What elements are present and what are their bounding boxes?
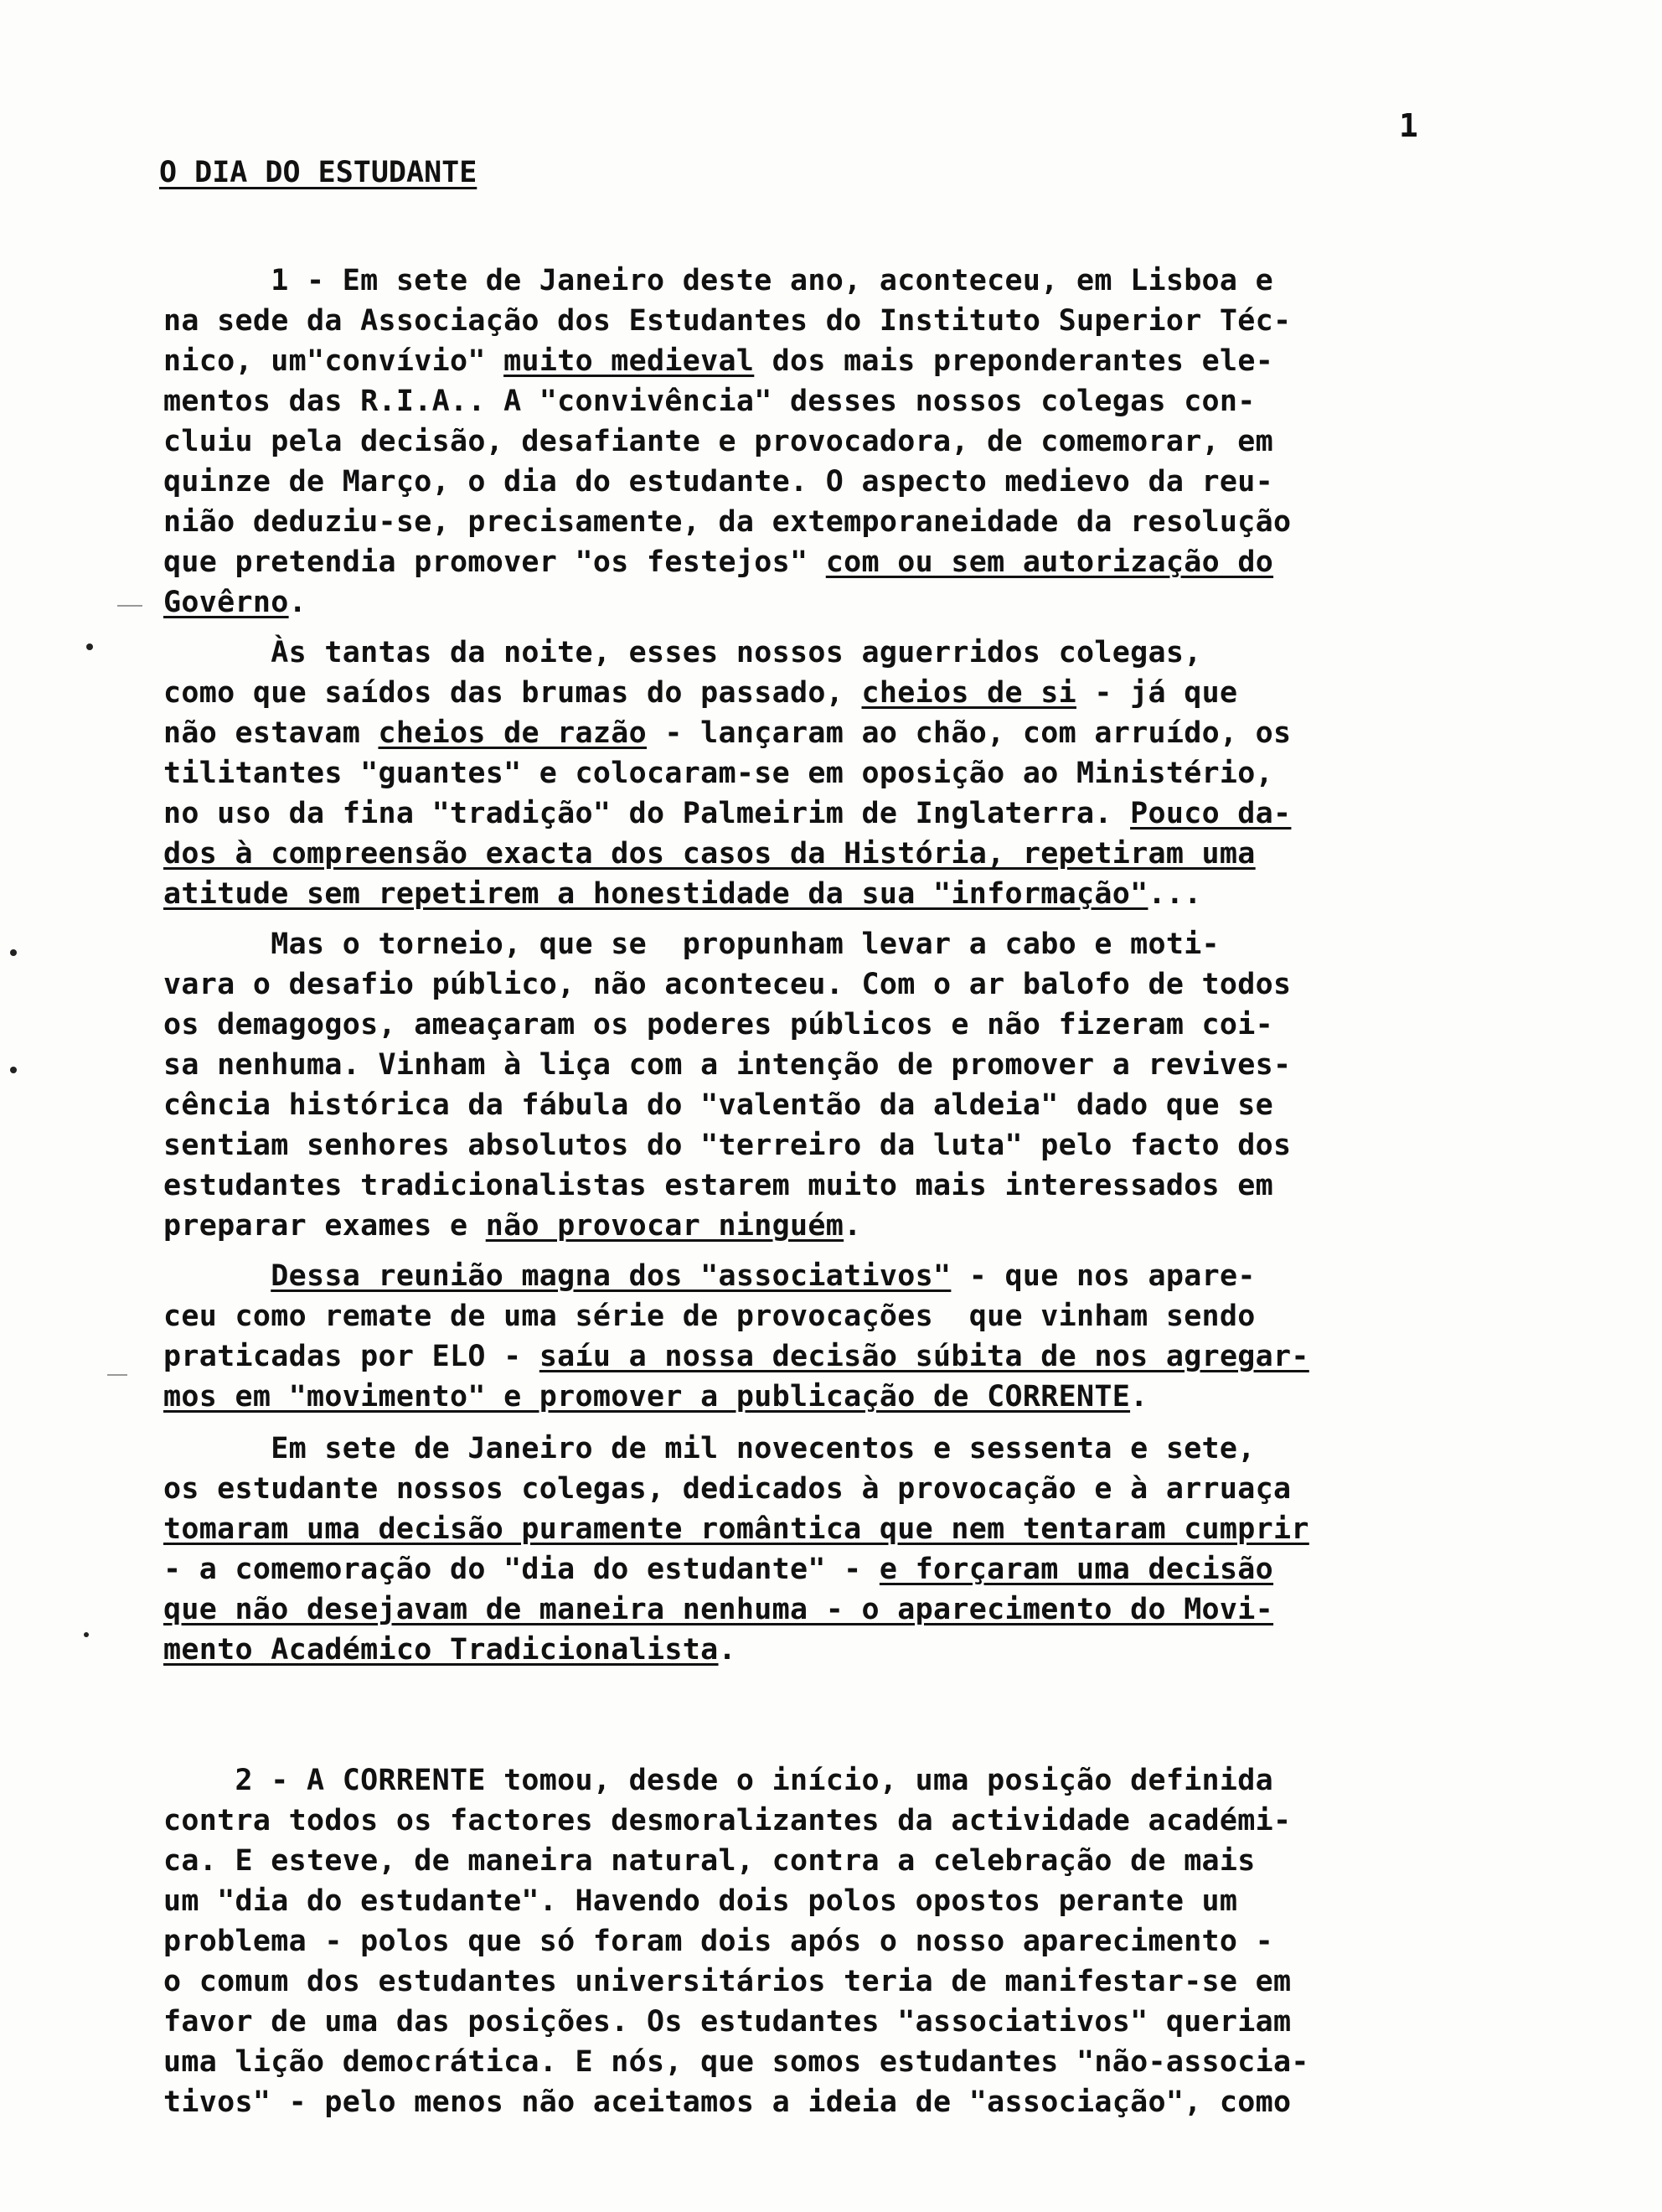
underlined-text: não provocar ninguém [485, 1209, 844, 1243]
text-segment: tilitantes "guantes" e colocaram-se em oposição ao Ministério, [163, 757, 1274, 790]
margin-speck [86, 643, 93, 650]
text-segment: como que saídos das brumas do passado, [163, 676, 862, 710]
text-segment: dos mais preponderantes ele- [754, 344, 1274, 378]
underlined-text: que não desejavam de maneira nenhuma - o aparecimento do Movi- [163, 1593, 1274, 1626]
text-segment: ... [1148, 877, 1202, 911]
text-segment: no uso da fina "tradição" do Palmeirim de Inglaterra. [163, 797, 1131, 830]
text-segment: nião deduziu-se, precisamente, da extemporaneidade da resolução [163, 505, 1292, 539]
text-line [163, 1302, 1520, 1331]
text-line [163, 1967, 1520, 1997]
text-line [163, 1844, 1520, 1878]
text-line [163, 1131, 1520, 1160]
text-line [163, 304, 1520, 338]
text-line [163, 1472, 1520, 1506]
text-line [163, 588, 1520, 618]
text-segment: - já que [1076, 676, 1238, 710]
text-line [163, 2085, 1520, 2119]
margin-mark [107, 1374, 127, 1376]
text-segment: praticadas por ELO - [163, 1340, 539, 1373]
text-segment: Às tantas da noite, esses nossos aguerridos colegas, [163, 636, 1202, 669]
text-line [163, 676, 1520, 710]
text-line [163, 1884, 1520, 1918]
text-line [163, 344, 1520, 378]
text-segment: favor de uma das posições. Os estudantes "associativos" queriam [163, 2005, 1292, 2039]
underlined-text: tomaram uma decisão puramente romântica que nem tentaram cumprir [163, 1512, 1309, 1546]
text-segment: mentos das R.I.A.. A "convivência" desses nossos colegas con- [163, 385, 1256, 418]
text-line [163, 505, 1520, 539]
text-segment: quinze de Março, o dia do estudante. O aspecto medievo da reu- [163, 465, 1274, 499]
text-line [163, 387, 1520, 416]
text-line [163, 837, 1520, 871]
text-segment: . [288, 586, 307, 619]
text-line [163, 638, 1520, 668]
text-line [163, 1434, 1520, 1464]
margin-speck [84, 1632, 89, 1637]
text-line [163, 1555, 1520, 1584]
text-segment: - que nos apare- [951, 1259, 1256, 1293]
text-line [163, 1766, 1520, 1796]
document-title: O DIA DO ESTUDANTE [159, 156, 477, 189]
text-line [163, 2005, 1520, 2039]
text-segment: tivos" - pelo menos não aceitamos a ideia de "associação", como [163, 2085, 1292, 2119]
text-line [163, 1927, 1520, 1956]
text-segment: - lançaram ao chão, com arruído, os [647, 716, 1292, 750]
text-segment: na sede da Associação dos Estudantes do Instituto Superior Téc- [163, 304, 1292, 338]
text-line [163, 1806, 1520, 1836]
text-line [163, 1209, 1520, 1243]
text-line [163, 1633, 1520, 1667]
text-line [163, 465, 1520, 499]
underlined-text: mos em "movimento" e promover a publicação de CORRENTE [163, 1380, 1131, 1414]
text-segment: um "dia do estudante". Havendo dois polos opostos perante um [163, 1884, 1238, 1918]
text-line [163, 1088, 1520, 1122]
margin-speck [10, 949, 17, 956]
text-line [163, 799, 1520, 829]
text-segment: sentiam senhores absolutos do "terreiro da luta" pelo facto dos [163, 1129, 1292, 1162]
underlined-text: Pouco da- [1130, 797, 1292, 830]
text-segment: o comum dos estudantes universitários teria de manifestar-se em [163, 1965, 1292, 1998]
text-segment: sa nenhuma. Vinham à liça com a intenção de promover a revives- [163, 1048, 1292, 1082]
text-segment: não estavam [163, 716, 379, 750]
text-line [163, 1595, 1520, 1625]
text-segment: . [844, 1209, 862, 1243]
text-segment: uma lição democrática. E nós, que somos estudantes "não-associa- [163, 2045, 1309, 2079]
text-segment: problema - polos que só foram dois após o nosso aparecimento - [163, 1925, 1274, 1958]
text-line [163, 427, 1520, 457]
text-line [163, 930, 1520, 959]
text-line [163, 1382, 1520, 1412]
text-line [163, 1010, 1520, 1040]
underlined-text: com ou sem autorização do [825, 545, 1274, 579]
text-segment: preparar exames e [163, 1209, 486, 1243]
underlined-text: saíu a nossa decisão súbita de nos agregar- [539, 1340, 1309, 1373]
text-segment: cluiu pela decisão, desafiante e provocadora, de comemorar, em [163, 425, 1274, 458]
text-segment: os demagogos, ameaçaram os poderes públicos e não fizeram coi- [163, 1008, 1274, 1041]
text-line [163, 545, 1520, 579]
text-segment: nico, um"convívio" [163, 344, 504, 378]
margin-speck [10, 1067, 17, 1073]
text-line [163, 1048, 1520, 1082]
underlined-text: dos à compreensão exacta dos casos da História, repetiram uma [163, 837, 1256, 871]
underlined-text: Dessa reunião magna dos "associativos" [271, 1259, 952, 1293]
underlined-text: mento Académico Tradicionalista [163, 1633, 719, 1667]
underlined-text: cheios de razão [378, 716, 648, 750]
text-line [163, 1171, 1520, 1201]
text-segment: ceu como remate de uma série de provocações que vinham sendo [163, 1300, 1256, 1333]
text-line [163, 2045, 1520, 2079]
text-segment: vara o desafio público, não aconteceu. Com o ar balofo de todos [163, 968, 1292, 1001]
margin-mark [117, 605, 142, 607]
text-segment: Em sete de Janeiro de mil novecentos e sessenta e sete, [163, 1432, 1256, 1465]
text-segment: Mas o torneio, que se propunham levar a cabo e moti- [163, 928, 1220, 961]
text-segment: estudantes tradicionalistas estarem muito mais interessados em [163, 1169, 1274, 1202]
text-segment: - a comemoração do "dia do estudante" - [163, 1553, 880, 1586]
text-line [163, 877, 1520, 911]
text-segment: . [718, 1633, 736, 1667]
underlined-text: cheios de si [861, 676, 1076, 710]
underlined-text: muito medieval [503, 344, 755, 378]
underlined-text: Govêrno [163, 586, 289, 619]
text-segment: 1 - Em sete de Janeiro deste ano, aconteceu, em Lisboa e [163, 264, 1274, 297]
underlined-text: e forçaram uma decisão [879, 1553, 1274, 1586]
text-segment: ca. E esteve, de maneira natural, contra a celebração de mais [163, 1844, 1256, 1878]
text-segment: contra todos os factores desmoralizantes da actividade académi- [163, 1804, 1292, 1837]
text-line [163, 266, 1520, 296]
text-line [163, 759, 1520, 788]
text-segment [163, 1259, 271, 1293]
text-line [163, 716, 1520, 750]
text-line [163, 970, 1520, 1000]
text-line [163, 1512, 1520, 1546]
text-segment: cência histórica da fábula do "valentão da aldeia" dado que se [163, 1088, 1274, 1122]
text-segment: 2 - A CORRENTE tomou, desde o início, uma posição definida [163, 1764, 1274, 1797]
text-segment: . [1130, 1380, 1148, 1414]
text-segment: que pretendia promover "os festejos" [163, 545, 826, 579]
underlined-text: atitude sem repetirem a honestidade da sua "informação" [163, 877, 1148, 911]
page-number: 1 [1399, 107, 1418, 144]
text-line [163, 1342, 1520, 1372]
text-segment: os estudante nossos colegas, dedicados à provocação e à arruaça [163, 1472, 1292, 1506]
text-line [163, 1259, 1520, 1293]
